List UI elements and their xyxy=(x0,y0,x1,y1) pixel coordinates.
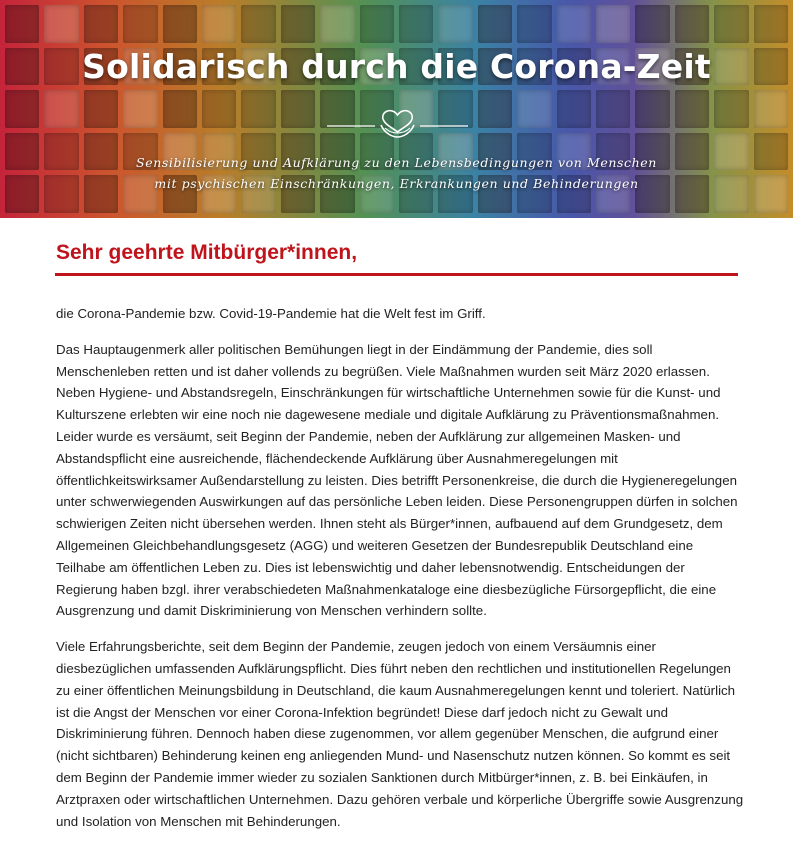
heading-underline xyxy=(55,273,738,276)
paragraph-intro: die Corona-Pandemie bzw. Covid-19-Pandemie hat die Welt fest im Griff. xyxy=(56,306,486,321)
header-banner xyxy=(0,0,793,218)
paragraph-experiences: Viele Erfahrungsberichte, seit dem Beginn der Pandemie, zeugen jedoch von einem Versäumnis einer diesbezüglichen umfassenden Aufklärungspflicht. Dies führt neben den rechtlichen und institutionellen Regelungen zu einer öffentlichen Meinungsbildung in Deutschland, die kaum Ausnahmeregelungen kennt und toleriert. Natürlich ist die Angst der Menschen vor einer Corona-Infektion begründet! Diese darf jedoch nicht zu Gewalt und Diskriminierung führen. Dennoch haben diese zugenommen, vor allem gegenüber Menschen, die aufgrund einer (nicht sichtbaren) Behinderung keinen eng anliegenden Mund- und Nasenschutz nutzen können. So kommt es seit dem Beginn der Pandemie immer wieder zu sozialen Sanktionen durch Mitbürger*innen, z. B. bei Einkäufen, in Arztpraxen oder wirtschaftlichen Unternehmen. Dazu gehören verbale und körperliche Übergriffe sowie Ausgrenzung und Isolation von Menschen mit Behinderungen. xyxy=(56,639,744,829)
paragraph-measures: Das Hauptaugenmerk aller politischen Bemühungen liegt in der Eindämmung der Pandemie, dies soll Menschenleben retten und ist daher vollends zu begrüßen. Viele Maßnahmen wurden seit März 2020 erlassen. Neben Hygiene- und Abstandsregeln, Einschränkungen für wirtschaftliche Unternehmen sowie für die Kunst- und Kulturszene erlebten wir eine noch nie dagewesene mediale und digitale Aufklärung zu Präventionsmaßnahmen. Leider wurde es versäumt, seit Beginn der Pandemie, neben der Aufklärung zur allgemeinen Masken- und Abstandspflicht eine ausreichende, flächendeckende Aufklärung über Ausnahmeregelungen mit öffentlichkeitswirksamer Außendarstellung zu leisten. Dies betrifft Personenkreise, die durch die Hygieneregelungen unter schwerwiegenden Auswirkungen auf das persönliche Leben leiden. Diese Personengruppen dürfen in solchen schwierigen Zeiten nicht übersehen werden. Ihnen steht als Bürger*innen, aufbauend auf dem Grundgesetz, dem Allgemeinen Gleichbehandlungsgesetz (AGG) und weiteren Gesetzen der Bundesrepublik Deutschland eine Teilhabe am öffentlichen Leben zu. Dies ist lebenswichtig und daher lebensnotwendig. Entscheidungen der Regierung haben bzgl. ihrer verabschiedeten Maßnahmenkataloge eine diesbezügliche Fürsorgepflicht, die eine Ausgrenzung und damit Diskriminierung von Menschen verhindern sollte. xyxy=(56,341,738,619)
banner-title: Solidarisch durch die Corona-Zeit xyxy=(82,47,711,86)
banner-subtitle-line2: mit psychischen Einschränkungen, Erkrankungen und Behinderungen xyxy=(154,176,639,191)
salutation-heading: Sehr geehrte Mitbürger*innen, xyxy=(56,241,358,264)
heart-hands-icon xyxy=(325,106,470,140)
letter-body xyxy=(56,303,746,846)
banner-subtitle-line1: Sensibilisierung und Aufklärung zu den Lebensbedingungen von Menschen xyxy=(136,155,657,170)
